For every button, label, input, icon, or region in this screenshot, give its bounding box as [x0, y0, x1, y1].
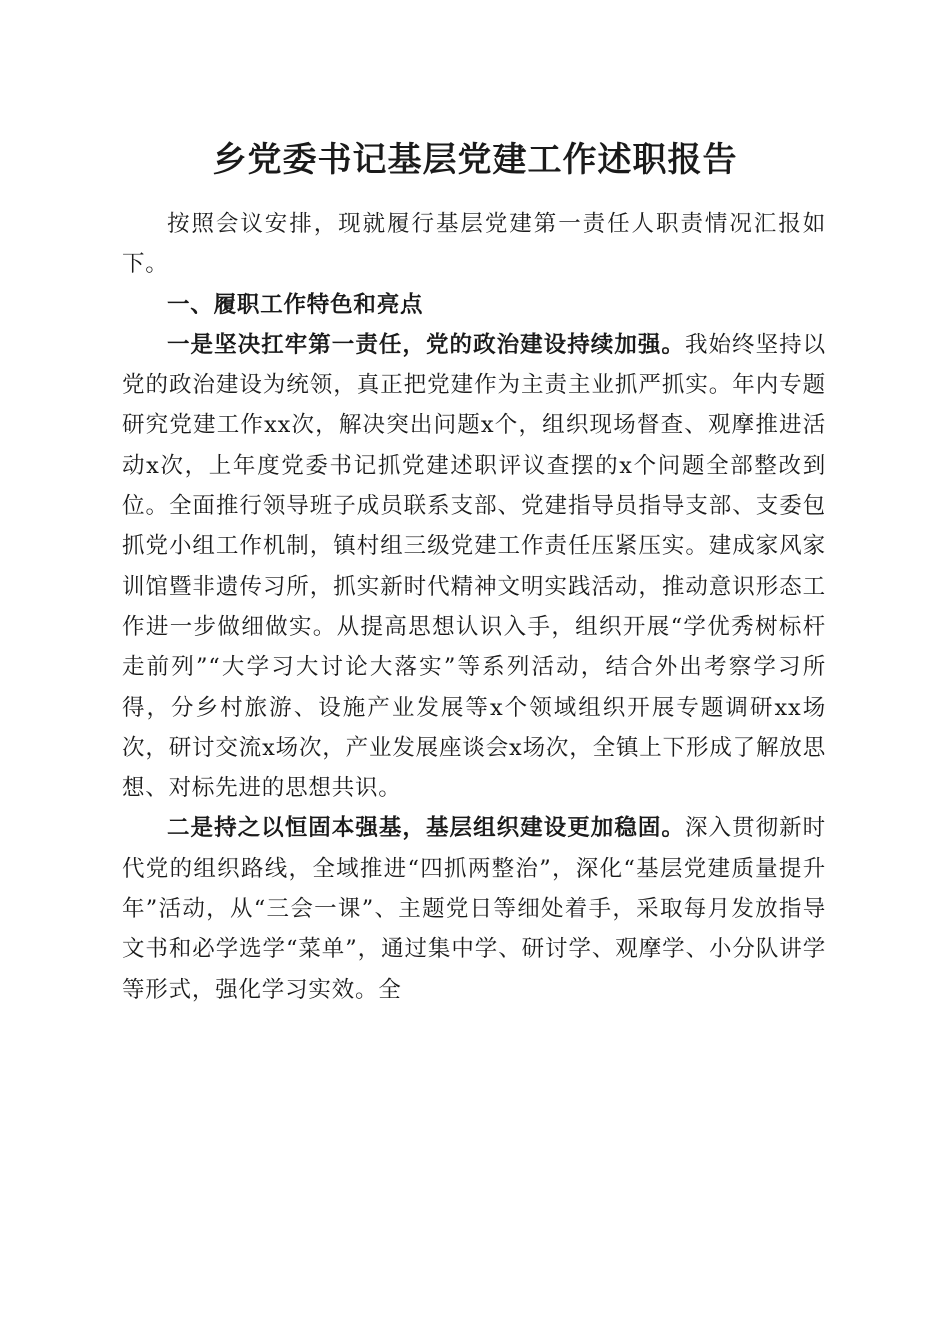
document-title: 乡党委书记基层党建工作述职报告: [212, 140, 738, 180]
item1-body: 我始终坚持以党的政治建设为统领，真正把党建作为主责主业抓严抓实。年内专题研究党建工作xx次，解决突出问题x个，组织现场督查、观摩推进活动x次，上年度党委书记抓党建述职评议查摆的x个问题全部整改到位。全面推行领导班子成员联系支部、党建指导员指导支部、支委包抓党小组工作机制，镇村组三级党建工作责任压紧压实。建成家风家训馆暨非遗传习所，抓实新时代精神文明实践活动，推动意识形态工作进一步做细做实。从提高思想认识入手，组织开展“学优秀树标杆走前列”“大学习大讨论大落实”等系列活动，结合外出考察学习所得，分乡村旅游、设施产业发展等x个领域组织开展专题调研xx场次，研讨交流x场次，产业发展座谈会x场次，全镇上下形成了解放思想、对标先进的思想共识。: [122, 331, 826, 802]
item2-body: 深入贯彻新时代党的组织路线，全域推进“四抓两整治”，深化“基层党建质量提升年”活动，从“三会一课”、主题党日等细处着手，采取每月发放指导文书和必学选学“菜单”，通过集中学、研讨学、观摩学、小分队讲学等形式，强化学习实效。全: [122, 815, 826, 1003]
section-heading: 一、履职工作特色和亮点: [167, 291, 424, 318]
item1-paragraph: [122, 325, 826, 809]
item1-lead: 一是坚决扛牢第一责任，党的政治建设持续加强。: [167, 331, 685, 358]
document-body: [122, 204, 826, 1010]
intro-paragraph: 按照会议安排，现就履行基层党建第一责任人职责情况汇报如下。: [122, 211, 826, 278]
item2-paragraph: [122, 808, 826, 1009]
item2-lead: 二是持之以恒固本强基，基层组织建设更加稳固。: [167, 815, 685, 842]
